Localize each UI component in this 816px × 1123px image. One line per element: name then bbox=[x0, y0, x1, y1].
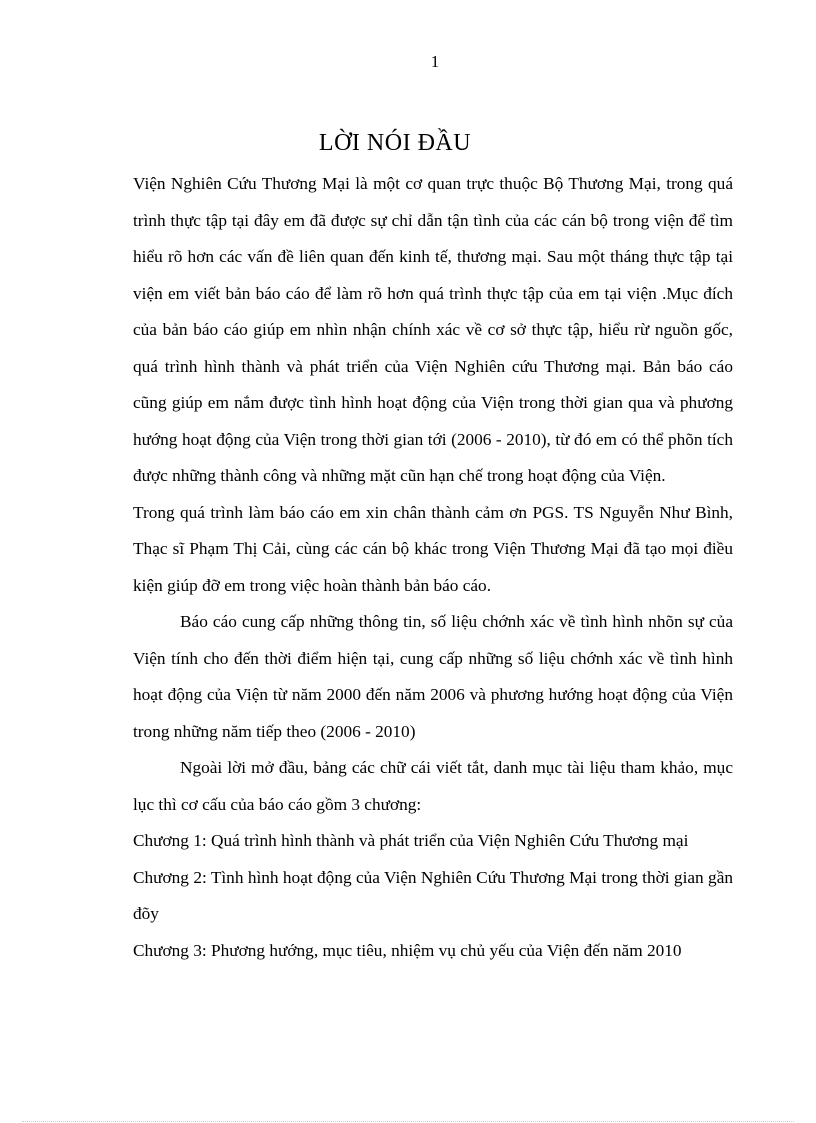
document-body bbox=[133, 166, 733, 969]
chapter-3: Chương 3: Phương hướng, mục tiêu, nhiệm vụ chủ yếu của Viện đến năm 2010 bbox=[133, 940, 682, 960]
chapter-1: Chương 1: Quá trình hình thành và phát triển của Viện Nghiên Cứu Thương mại bbox=[133, 831, 689, 850]
paragraph-intro: Viện Nghiên Cứu Thương Mại là một cơ quan trực thuộc Bộ Thương Mại, trong quá trình thực tập tại đây em đã được sự chỉ dẫn tận tình của các cán bộ trong viện để tìm hiểu rõ hơn các vấn đề liên quan đến kinh tế, thương mại. Sau một tháng thực tập tại viện em viết bản báo cáo để làm rõ hơn quá trình thực tập của em tại viện .Mục đích của bản báo cáo giúp em nhìn nhận chính xác về cơ sở thực tập, hiểu rừ nguồn gốc, quá trình hình thành và phát triển của Viện Nghiên cứu Thương mại. Bản báo cáo cũng giúp em nắm được tình hình hoạt động của Viện trong thời gian qua và phương hướng hoạt động của Viện trong thời gian tới (2006 - 2010), từ đó em có thể phõn tích được những thành công và những mặt cũn hạn chế trong hoạt động của Viện. bbox=[133, 174, 733, 485]
page-number: 1 bbox=[430, 52, 440, 71]
paragraph-thanks: Trong quá trình làm báo cáo em xin chân thành cảm ơn PGS. TS Nguyễn Như Bình, Thạc sĩ Phạm Thị Cải, cùng các cán bộ khác trong Viện Thương Mại đã tạo mọi điều kiện giúp đỡ em trong việc hoàn thành bản báo cáo. bbox=[133, 502, 733, 595]
chapter-2: Chương 2: Tình hình hoạt động của Viện Nghiên Cứu Thương Mại trong thời gian gần đõy bbox=[133, 867, 733, 923]
page-title: LỜI NÓI ĐẦU bbox=[318, 130, 472, 156]
paragraph-content: Báo cáo cung cấp những thông tin, số liệu chớnh xác về tình hình nhõn sự của Viện tính cho đến thời điểm hiện tại, cung cấp những số liệu chớnh xác về tình hình hoạt động của Viện từ năm 2000 đến năm 2006 và phương hướng hoạt động của Viện trong những năm tiếp theo (2006 - 2010) bbox=[133, 612, 733, 741]
paragraph-structure: Ngoài lời mở đầu, bảng các chữ cái viết tắt, danh mục tài liệu tham khảo, mục lục thì cơ cấu của báo cáo gồm 3 chương: bbox=[133, 758, 733, 814]
page-bottom-rule bbox=[22, 1121, 794, 1122]
